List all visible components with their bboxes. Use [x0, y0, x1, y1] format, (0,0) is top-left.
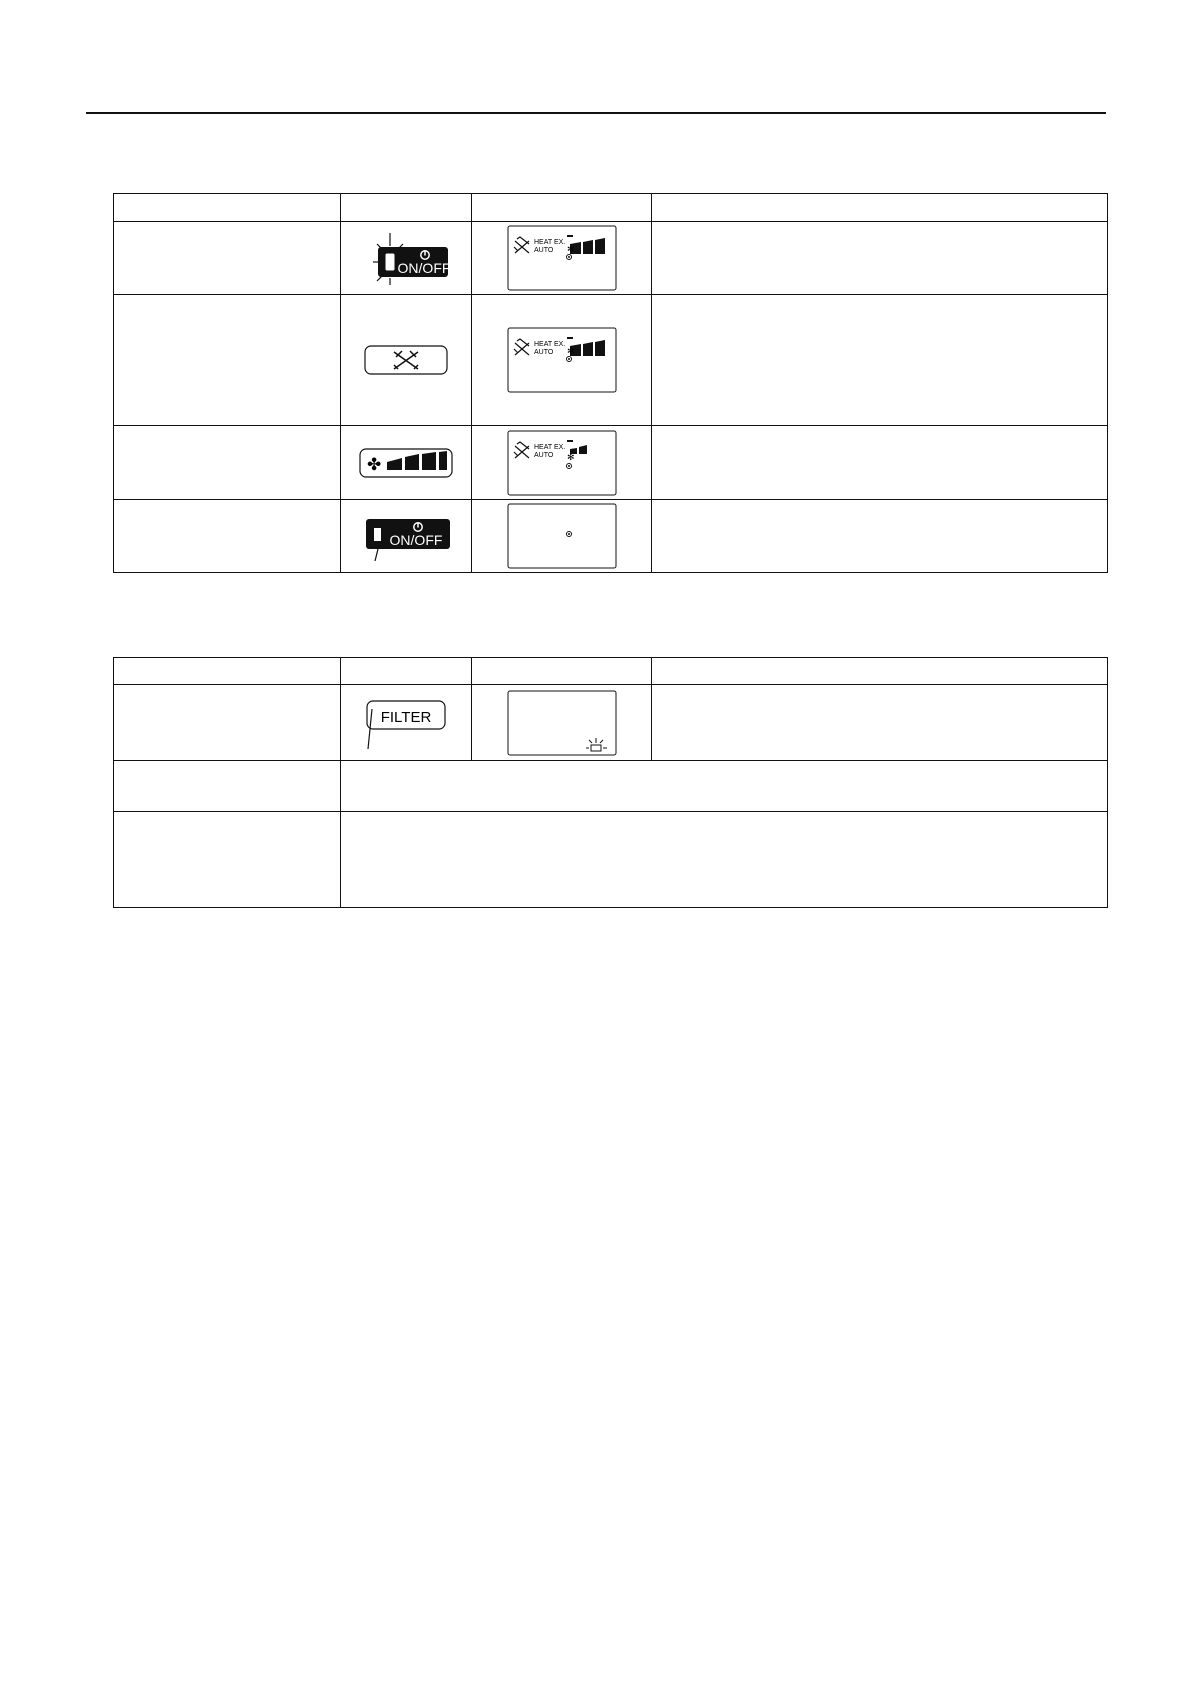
description-cell: [652, 685, 1108, 761]
lcd-cell: [472, 426, 652, 500]
description-cell: [652, 500, 1108, 573]
top-rule: [86, 112, 1106, 114]
onoff-button-blinking[interactable]: [351, 230, 461, 286]
lcd-cell: [472, 500, 652, 573]
button-cell: [341, 685, 472, 761]
lcd-mode-text: HEAT EX.: [533, 443, 565, 451]
lcd-auto-text: AUTO: [533, 451, 553, 459]
lcd-cell: [472, 685, 652, 761]
filter-button[interactable]: [366, 695, 446, 751]
operation-cell: [114, 222, 341, 295]
filter-label: FILTER: [380, 708, 432, 726]
lcd-cell: [472, 295, 652, 426]
table-row: [114, 685, 1108, 761]
lcd-auto-text: AUTO: [533, 349, 553, 356]
header-display: [472, 658, 652, 685]
header-operation: [114, 658, 341, 685]
lcd-mode-text: HEAT EX.: [533, 341, 565, 348]
button-cell: [341, 426, 472, 500]
button-cell: [341, 295, 472, 426]
lcd-display: [507, 690, 617, 756]
lcd-display: [507, 327, 617, 393]
lcd-display: [507, 430, 617, 496]
ventilation-mode-button[interactable]: [364, 345, 448, 375]
description-cell: [652, 295, 1108, 426]
description-cell: [341, 761, 1108, 812]
button-cell: [341, 500, 472, 573]
operation-cell: [114, 295, 341, 426]
filter-table: [113, 657, 1108, 908]
operation-cell: [114, 685, 341, 761]
lcd-mode-text: HEAT EX.: [533, 239, 565, 246]
onoff-label: ON/OFF: [397, 260, 451, 276]
lcd-auto-text: AUTO: [533, 247, 553, 254]
operation-cell: [114, 812, 341, 908]
onoff-label: ON/OFF: [389, 532, 443, 548]
lcd-display: [507, 503, 617, 569]
lcd-display: [507, 225, 617, 291]
table-row: [114, 222, 1108, 295]
operation-cell: [114, 500, 341, 573]
table-header-row: [114, 658, 1108, 685]
table-row: [114, 761, 1108, 812]
fan-icon: ✻: [566, 346, 575, 356]
header-display: [472, 194, 652, 222]
button-cell: [341, 222, 472, 295]
operation-table: [113, 193, 1108, 573]
description-cell: [652, 426, 1108, 500]
fan-icon: ✻: [566, 451, 575, 462]
table-row: [114, 812, 1108, 908]
fan-icon: ✤: [367, 454, 382, 474]
table-row: [114, 500, 1108, 573]
header-description: [652, 658, 1108, 685]
header-operation: [114, 194, 341, 222]
table-row: [114, 295, 1108, 426]
fan-icon: ✻: [566, 244, 575, 254]
table-header-row: [114, 194, 1108, 222]
fan-speed-button[interactable]: [359, 448, 453, 478]
operation-cell: [114, 761, 341, 812]
description-cell: [652, 222, 1108, 295]
table-row: [114, 426, 1108, 500]
operation-cell: [114, 426, 341, 500]
header-button: [341, 658, 472, 685]
onoff-button[interactable]: [356, 509, 456, 563]
lcd-cell: [472, 222, 652, 295]
header-description: [652, 194, 1108, 222]
header-button: [341, 194, 472, 222]
leader-line: [375, 549, 378, 561]
description-cell: [341, 812, 1108, 908]
